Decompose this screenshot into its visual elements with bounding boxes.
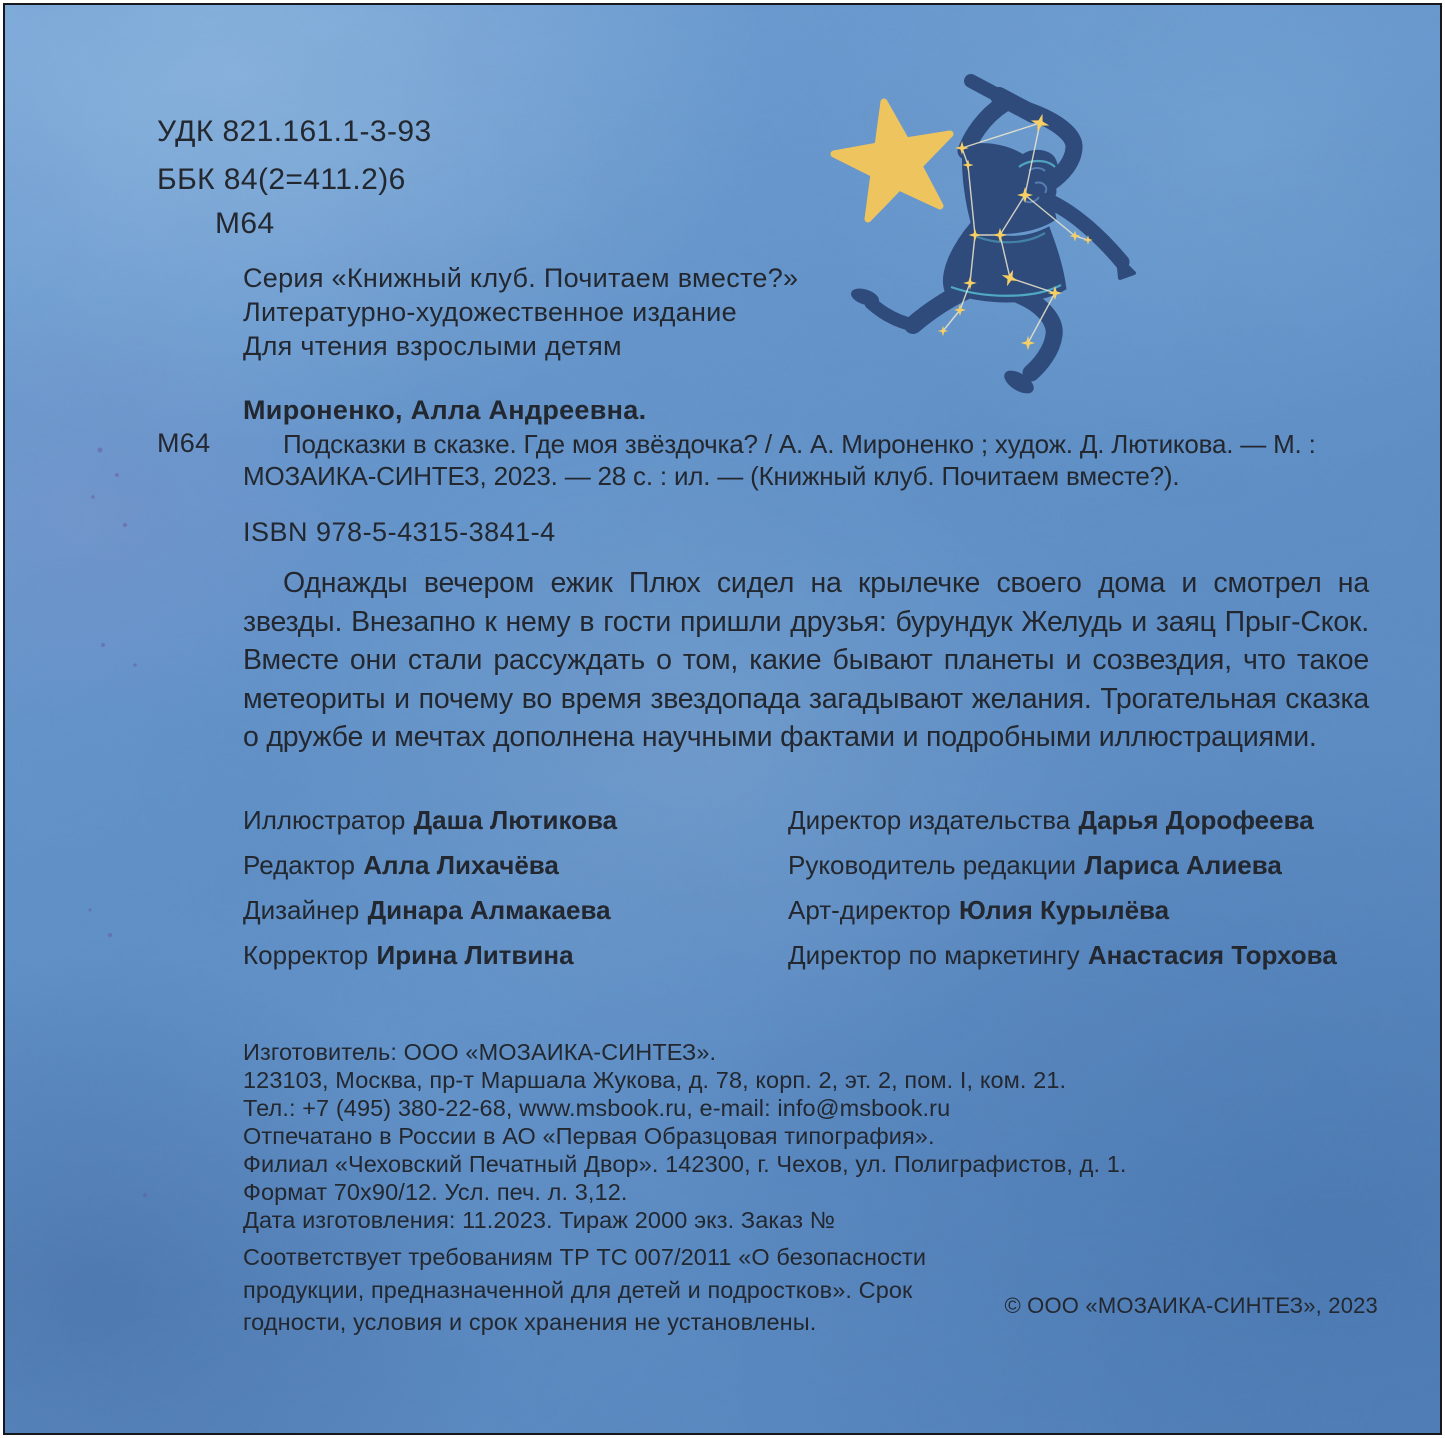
credit-role: Руководитель редакции <box>788 850 1077 880</box>
series-block <box>243 261 798 363</box>
credit-publishing-director <box>788 805 1337 835</box>
classification-block <box>157 115 432 241</box>
credit-marketing-director <box>788 940 1337 970</box>
audience-note: Для чтения взрослыми детям <box>243 331 622 361</box>
author-heading: Мироненко, Алла Андреевна. <box>243 395 647 425</box>
production-date-line: Дата изготовления: 11.2023. Тираж 2000 экз. Заказ № <box>243 1207 836 1233</box>
big-yellow-star <box>834 102 950 219</box>
series-title: Серия «Книжный клуб. Почитаем вместе?» <box>243 263 799 293</box>
credit-designer <box>243 895 617 925</box>
printer-branch-line: Филиал «Чеховский Печатный Двор». 142300, г. Чехов, ул. Полиграфистов, д. 1. <box>243 1151 1127 1177</box>
credit-role: Директор издательства <box>788 805 1071 835</box>
printed-line: Отпечатано в России в АО «Первая Образцовая типография». <box>243 1123 935 1149</box>
credit-role: Дизайнер <box>243 895 360 925</box>
imprint-block <box>243 1038 1127 1234</box>
credit-role: Директор по маркетингу <box>788 940 1080 970</box>
copyright-notice: © ООО «МОЗАИКА-СИНТЕЗ», 2023 <box>1004 1293 1378 1318</box>
credit-name: Даша Лютикова <box>413 805 618 835</box>
credit-editor <box>243 850 617 880</box>
orion-constellation-illustration <box>823 51 1195 403</box>
address-line: 123103, Москва, пр-т Маршала Жукова, д. 78, корп. 2, эт. 2, пом. I, ком. 21. <box>243 1067 1067 1093</box>
credit-role: Арт-директор <box>788 895 951 925</box>
compliance-paragraph: Соответствует требованиям ТР ТС 007/2011 «О безопасности продукции, предназначенной для детей и подростков». Срок годности, условия и срок хранения не установлены. <box>243 1244 927 1335</box>
credits-left-column <box>243 805 617 985</box>
credit-name: Юлия Курылёва <box>958 895 1170 925</box>
credit-proofreader <box>243 940 617 970</box>
bbk-code: ББК 84(2=411.2)6 <box>157 163 406 196</box>
credit-name: Дарья Дорофеева <box>1078 805 1314 835</box>
credit-role: Корректор <box>243 940 369 970</box>
edition-type: Литературно-художественное издание <box>243 297 737 327</box>
credit-name: Динара Алмакаева <box>367 895 611 925</box>
annotation-paragraph: Однажды вечером ежик Плюх сидел на крылечке своего дома и смотрел на звезды. Внезапно к нему в гости пришли друзья: бурундук Желудь и заяц Прыг-Скок. Вместе они стали рассуждать о том, какие бывают планеты и созвездия, что такое метеориты и почему во время звездопада загадывают желания. Трогательная сказка о дружбе и мечтах дополнена научными фактами и подробными иллюстрациями. <box>243 567 1369 754</box>
bibliographic-entry: Подсказки в сказке. Где моя звёздочка? / А. А. Мироненко ; худож. Д. Лютикова. — М. : МОЗАИКА-СИНТЕЗ, 2023. — 28 с. : ил. — (Книжный клуб. Почитаем вместе?). <box>243 429 1316 491</box>
credits-right-column <box>788 805 1337 985</box>
credit-editorial-head <box>788 850 1337 880</box>
entry-code: М64 <box>157 428 211 458</box>
credit-name: Анастасия Торхова <box>1087 940 1337 970</box>
credit-name: Лариса Алиева <box>1084 850 1282 880</box>
credit-art-director <box>788 895 1337 925</box>
credit-illustrator <box>243 805 617 835</box>
isbn: ISBN 978-5-4315-3841-4 <box>243 517 556 547</box>
credit-role: Редактор <box>243 850 355 880</box>
manufacturer-line: Изготовитель: ООО «МОЗАИКА-СИНТЕЗ». <box>243 1039 717 1065</box>
author-sign-code: М64 <box>215 207 275 240</box>
credit-role: Иллюстратор <box>243 805 406 835</box>
credit-name: Алла Лихачёва <box>363 850 559 880</box>
paint-speckles <box>89 183 212 1196</box>
format-line: Формат 70х90/12. Усл. печ. л. 3,12. <box>243 1179 628 1205</box>
colophon-page <box>3 3 1442 1435</box>
credit-name: Ирина Литвина <box>376 940 574 970</box>
udk-code: УДК 821.161.1-3-93 <box>157 115 432 148</box>
contacts-line: Тел.: +7 (495) 380-22-68, www.msbook.ru, e-mail: info@msbook.ru <box>243 1095 951 1121</box>
